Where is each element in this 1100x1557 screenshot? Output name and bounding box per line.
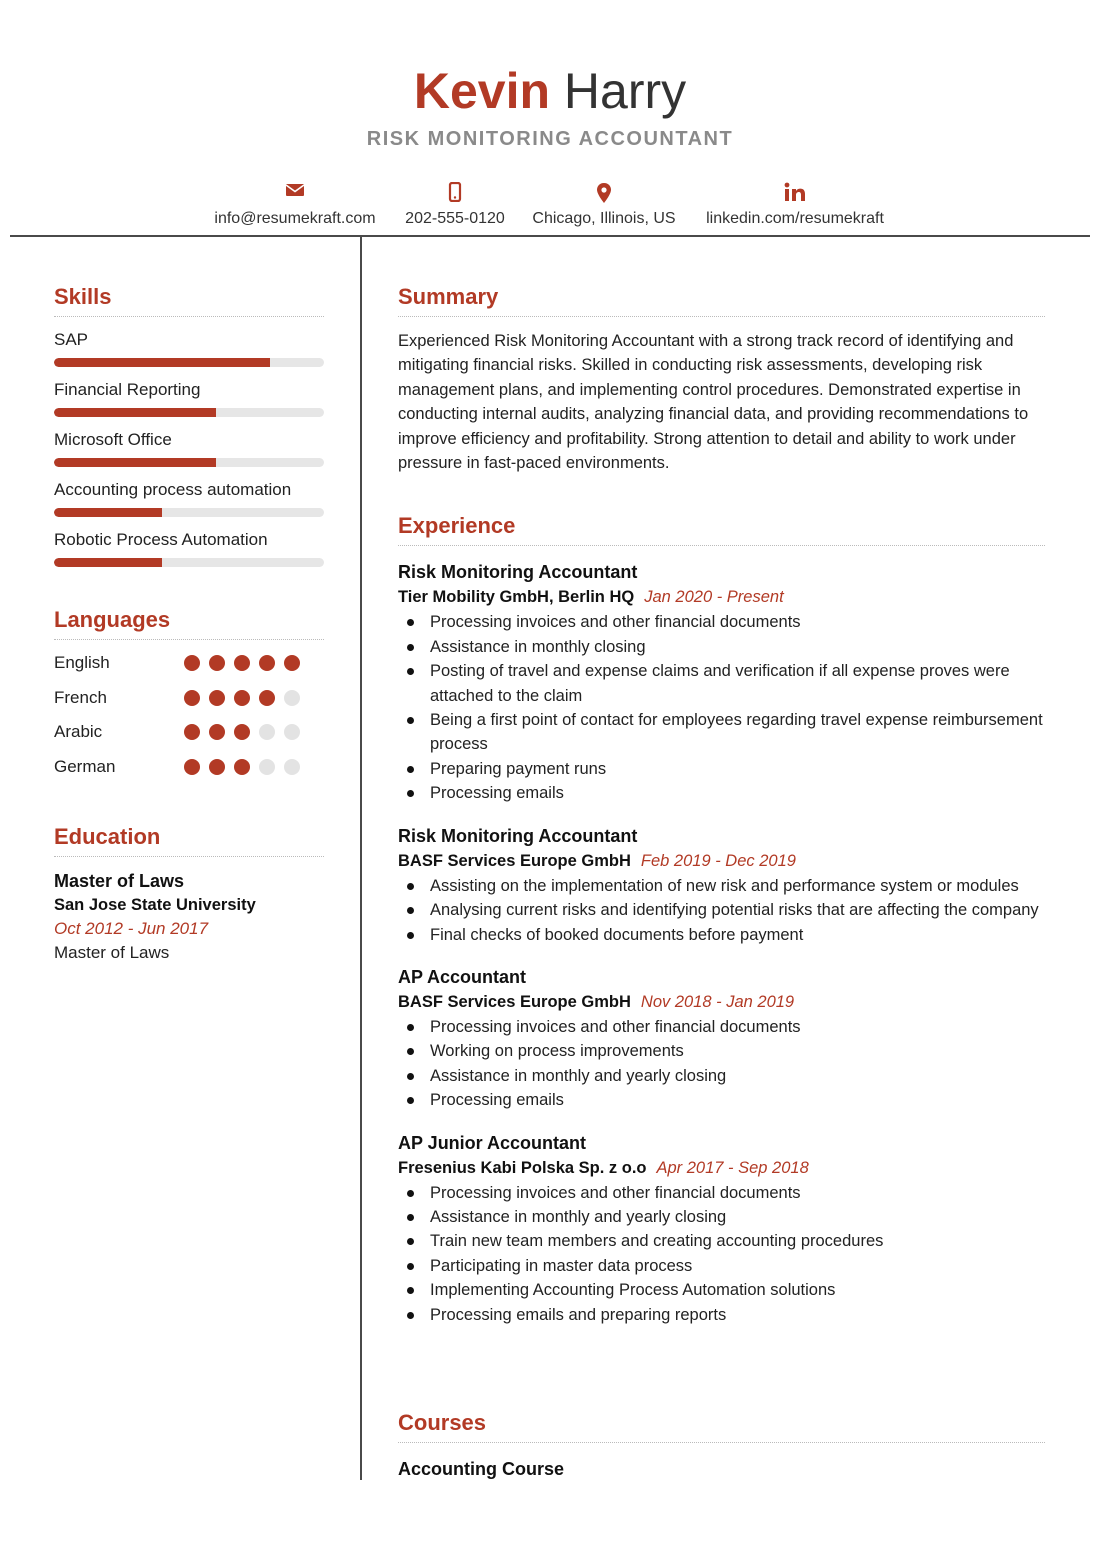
job-bullet: Posting of travel and expense claims and verification if all expense proves were attached to the claim bbox=[398, 659, 1045, 708]
job-bullet: Participating in master data process bbox=[398, 1254, 1045, 1278]
phone-text: 202-555-0120 bbox=[405, 210, 505, 227]
skill-item bbox=[54, 529, 324, 567]
job-entry bbox=[398, 965, 1045, 1113]
job-title: RISK MONITORING ACCOUNTANT bbox=[366, 128, 734, 150]
summary-section bbox=[398, 284, 1045, 475]
skill-bar-fill bbox=[54, 558, 162, 567]
rating-dot-filled bbox=[184, 724, 200, 740]
education-school: San Jose State University bbox=[54, 896, 256, 914]
skill-label: Accounting process automation bbox=[54, 480, 292, 499]
rating-dot-filled bbox=[234, 690, 250, 706]
job-bullet: Working on process improvements bbox=[398, 1039, 1045, 1063]
envelope-icon bbox=[195, 182, 395, 206]
job-title: AP Junior Accountant bbox=[398, 1132, 587, 1153]
course-item: Accounting Course bbox=[398, 1459, 565, 1479]
job-bullet: Being a first point of contact for employees regarding travel expense reimbursement process bbox=[398, 708, 1045, 757]
rating-dot-filled bbox=[234, 759, 250, 775]
courses-section bbox=[398, 1410, 1045, 1480]
job-bullet: Processing invoices and other financial documents bbox=[398, 1181, 1045, 1205]
rating-dot-filled bbox=[259, 655, 275, 671]
rating-dot-filled bbox=[234, 724, 250, 740]
language-rating bbox=[184, 724, 300, 740]
skill-bar-fill bbox=[54, 458, 216, 467]
rating-dot-filled bbox=[234, 655, 250, 671]
language-row bbox=[54, 750, 324, 785]
rating-dot-filled bbox=[184, 690, 200, 706]
skill-bar bbox=[54, 358, 324, 367]
rating-dot-empty bbox=[284, 690, 300, 706]
language-row bbox=[54, 681, 324, 716]
skill-bar bbox=[54, 508, 324, 517]
language-row bbox=[54, 646, 324, 681]
job-bullet: Assistance in monthly closing bbox=[398, 635, 1045, 659]
job-bullet: Analysing current risks and identifying potential risks that are affecting the company bbox=[398, 898, 1045, 922]
location-text: Chicago, Illinois, US bbox=[532, 210, 676, 227]
contact-location bbox=[520, 182, 688, 228]
job-bullets bbox=[398, 1181, 1045, 1327]
job-bullet: Processing invoices and other financial documents bbox=[398, 610, 1045, 634]
skill-bar-fill bbox=[54, 508, 162, 517]
job-entry bbox=[398, 824, 1045, 947]
job-bullet: Implementing Accounting Process Automation solutions bbox=[398, 1278, 1045, 1302]
right-column bbox=[398, 284, 1045, 1327]
job-bullet: Processing emails bbox=[398, 1088, 1045, 1112]
language-rating bbox=[184, 759, 300, 775]
education-dates: Oct 2012 - Jun 2017 bbox=[54, 919, 209, 938]
language-rating bbox=[184, 690, 300, 706]
education-heading: Education bbox=[54, 824, 324, 857]
skill-bar bbox=[54, 408, 324, 417]
job-bullet: Processing emails and preparing reports bbox=[398, 1303, 1045, 1327]
skill-bar bbox=[54, 558, 324, 567]
skill-label: Microsoft Office bbox=[54, 430, 172, 449]
skill-item bbox=[54, 479, 324, 517]
rating-dot-empty bbox=[259, 759, 275, 775]
experience-section bbox=[398, 513, 1045, 1327]
job-company-line bbox=[398, 584, 1045, 610]
job-bullets bbox=[398, 1015, 1045, 1113]
experience-heading: Experience bbox=[398, 513, 1045, 546]
rating-dot-filled bbox=[209, 690, 225, 706]
job-bullet: Train new team members and creating accounting procedures bbox=[398, 1229, 1045, 1253]
job-bullet: Processing emails bbox=[398, 781, 1045, 805]
rating-dot-filled bbox=[259, 690, 275, 706]
skill-bar bbox=[54, 458, 324, 467]
languages-heading: Languages bbox=[54, 607, 324, 640]
language-label: French bbox=[54, 687, 107, 707]
job-company: BASF Services Europe GmbH bbox=[398, 992, 631, 1011]
contact-email[interactable] bbox=[195, 182, 395, 228]
rating-dot-filled bbox=[184, 759, 200, 775]
rating-dot-empty bbox=[284, 724, 300, 740]
skills-section bbox=[54, 284, 324, 567]
skill-label: SAP bbox=[54, 330, 89, 349]
job-title: Risk Monitoring Accountant bbox=[398, 562, 638, 583]
language-label: Arabic bbox=[54, 722, 103, 742]
job-bullets bbox=[398, 874, 1045, 947]
skill-bar-fill bbox=[54, 358, 270, 367]
job-entry bbox=[398, 560, 1045, 805]
job-dates: Jan 2020 - Present bbox=[644, 588, 784, 607]
courses-heading: Courses bbox=[398, 1410, 1045, 1443]
skills-heading: Skills bbox=[54, 284, 324, 317]
job-company: Tier Mobility GmbH, Berlin HQ bbox=[398, 588, 635, 607]
job-bullet: Processing invoices and other financial documents bbox=[398, 1015, 1045, 1039]
rating-dot-filled bbox=[209, 724, 225, 740]
job-company: BASF Services Europe GmbH bbox=[398, 851, 631, 870]
contact-linkedin[interactable] bbox=[690, 182, 900, 228]
job-company-line bbox=[398, 1155, 1045, 1181]
job-bullet: Preparing payment runs bbox=[398, 757, 1045, 781]
email-text: info@resumekraft.com bbox=[214, 210, 376, 227]
rating-dot-filled bbox=[184, 655, 200, 671]
left-column bbox=[54, 284, 324, 963]
header-divider bbox=[10, 235, 1090, 237]
rating-dot-filled bbox=[209, 655, 225, 671]
job-bullet: Assistance in monthly and yearly closing bbox=[398, 1064, 1045, 1088]
skill-item bbox=[54, 329, 324, 367]
job-dates: Nov 2018 - Jan 2019 bbox=[640, 992, 795, 1011]
contact-phone[interactable] bbox=[395, 182, 515, 228]
language-rating bbox=[184, 655, 300, 671]
education-description: Master of Laws bbox=[54, 943, 170, 962]
job-bullet: Assistance in monthly and yearly closing bbox=[398, 1205, 1045, 1229]
job-title: AP Accountant bbox=[398, 966, 527, 987]
rating-dot-empty bbox=[259, 724, 275, 740]
languages-section bbox=[54, 607, 324, 784]
job-company-line bbox=[398, 989, 1045, 1015]
first-name: Kevin bbox=[413, 63, 551, 119]
education-degree: Master of Laws bbox=[54, 871, 185, 891]
last-name: Harry bbox=[563, 63, 687, 119]
job-bullet: Assisting on the implementation of new risk and performance system or modules bbox=[398, 874, 1045, 898]
skill-bar-fill bbox=[54, 408, 216, 417]
location-pin-icon bbox=[520, 182, 688, 206]
rating-dot-filled bbox=[284, 655, 300, 671]
job-title: Risk Monitoring Accountant bbox=[398, 825, 638, 846]
skill-label: Robotic Process Automation bbox=[54, 530, 268, 549]
linkedin-icon bbox=[690, 182, 900, 206]
job-bullet: Final checks of booked documents before payment bbox=[398, 923, 1045, 947]
language-label: English bbox=[54, 653, 110, 673]
candidate-name bbox=[0, 60, 1100, 122]
education-section bbox=[54, 824, 324, 963]
job-dates: Apr 2017 - Sep 2018 bbox=[656, 1158, 809, 1177]
summary-text: Experienced Risk Monitoring Accountant with a strong track record of identifying and mitigating financial risks. Skilled in conducting risk assessments, developing risk management plans, and implementing control procedures. Demonstrated expertise in conducting internal audits, analyzing financial data, and providing recommendations to improve efficiency and profitability. Strong attention to detail and ability to work under pressure in fast-paced environments. bbox=[398, 332, 1029, 473]
rating-dot-filled bbox=[209, 759, 225, 775]
language-label: German bbox=[54, 756, 116, 776]
skill-item bbox=[54, 429, 324, 467]
job-entry bbox=[398, 1131, 1045, 1327]
resume-header bbox=[0, 60, 1100, 151]
phone-icon bbox=[395, 182, 515, 206]
summary-heading: Summary bbox=[398, 284, 1045, 317]
job-company-line bbox=[398, 848, 1045, 874]
job-dates: Feb 2019 - Dec 2019 bbox=[640, 851, 796, 870]
linkedin-text: linkedin.com/resumekraft bbox=[706, 210, 884, 227]
rating-dot-empty bbox=[284, 759, 300, 775]
language-row bbox=[54, 715, 324, 750]
job-bullets bbox=[398, 610, 1045, 805]
column-divider bbox=[360, 237, 362, 1480]
skill-item bbox=[54, 379, 324, 417]
skill-label: Financial Reporting bbox=[54, 380, 201, 399]
job-company: Fresenius Kabi Polska Sp. z o.o bbox=[398, 1158, 647, 1177]
